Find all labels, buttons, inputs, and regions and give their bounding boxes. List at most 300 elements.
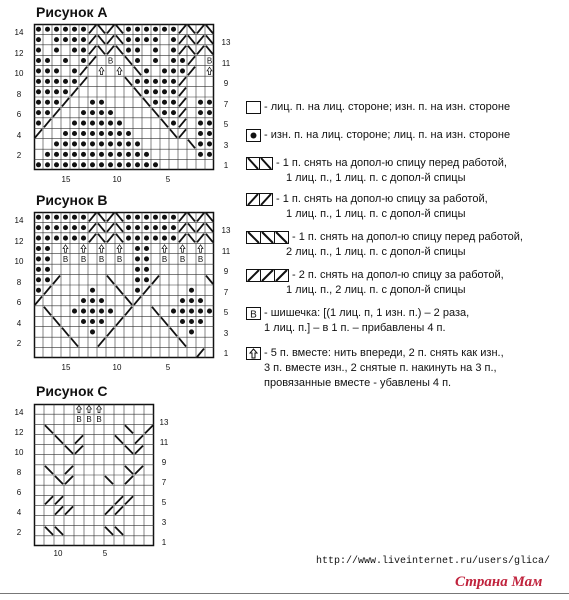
stitch-symbol (36, 246, 41, 251)
row-number: 1 (161, 538, 167, 547)
stitch-symbol (153, 27, 158, 32)
stitch-symbol (36, 277, 41, 282)
stitch-symbol (189, 319, 194, 324)
row-number: 13 (159, 418, 169, 427)
stitch-symbol (144, 27, 149, 32)
row-number: 4 (16, 508, 22, 517)
stitch-symbol (54, 27, 59, 32)
stitch-symbol (72, 152, 77, 157)
stitch-symbol (180, 298, 185, 303)
stitch-symbol (72, 309, 77, 314)
stitch-symbol: B (98, 254, 105, 264)
stitch-symbol (54, 89, 59, 94)
stitch-symbol (81, 298, 86, 303)
stitch-symbol (72, 121, 77, 126)
stitch-symbol (117, 131, 122, 136)
stitch-symbol (63, 162, 68, 167)
stitch-symbol (126, 48, 131, 53)
stitch-symbol (171, 48, 176, 53)
stitch-symbol (171, 215, 176, 220)
stitch-symbol (63, 27, 68, 32)
stitch-symbol (144, 236, 149, 241)
stitch-symbol (126, 215, 131, 220)
stitch-symbol (135, 256, 140, 261)
stitch-symbol (198, 141, 203, 146)
stitch-symbol (198, 131, 203, 136)
stitch-symbol (63, 79, 68, 84)
stitch-symbol (189, 329, 194, 334)
stitch-symbol (45, 110, 50, 115)
stitch-symbol (36, 215, 41, 220)
stitch-symbol (144, 246, 149, 251)
stitch-symbol (171, 110, 176, 115)
stitch-symbol: B (86, 415, 92, 425)
stitch-symbol (36, 68, 41, 73)
stitch-symbol (45, 68, 50, 73)
legend-text: - изн. п. на лиц. стороне; лиц. п. на изн. стороне (264, 129, 511, 141)
row-number: 7 (223, 100, 229, 109)
stitch-symbol (90, 309, 95, 314)
stitch-symbol (81, 225, 86, 230)
stitch-symbol (171, 68, 176, 73)
stitch-symbol (45, 162, 50, 167)
stitch-symbol (162, 236, 167, 241)
stitch-symbol (36, 89, 41, 94)
stitch-symbol (36, 79, 41, 84)
row-number: 14 (14, 408, 24, 417)
stitch-symbol (36, 162, 41, 167)
stitch-symbol (54, 162, 59, 167)
row-number: 13 (221, 226, 231, 235)
stitch-symbol (72, 27, 77, 32)
stitch-symbol (90, 141, 95, 146)
stitch-symbol (45, 256, 50, 261)
stitch-symbol (81, 48, 86, 53)
stitch-symbol (54, 152, 59, 157)
stitch-symbol (126, 131, 131, 136)
stitch-symbol (90, 329, 95, 334)
stitch-symbol (54, 68, 59, 73)
stitch-symbol (108, 162, 113, 167)
row-number: 8 (16, 278, 22, 287)
stitch-symbol (171, 27, 176, 32)
legend-text: 1 лиц. п.] – в 1 п. – прибавлены 4 п. (264, 322, 446, 334)
stitch-symbol: B (62, 254, 69, 264)
stitch-symbol (126, 27, 131, 32)
watermark-url: http://www.liveinternet.ru/users/glica/ (316, 556, 551, 567)
legend-text: 1 лиц. п., 1 лиц. п. с допол-й спицы (286, 172, 466, 184)
stitch-symbol (63, 236, 68, 241)
stitch-symbol: B (179, 254, 186, 264)
stitch-symbol (207, 141, 212, 146)
left-cross-icon (246, 193, 274, 207)
stitch-symbol (45, 79, 50, 84)
stitch-symbol (144, 225, 149, 230)
stitch-symbol (63, 89, 68, 94)
stitch-symbol (162, 225, 167, 230)
column-number: 5 (165, 363, 171, 372)
stitch-symbol (90, 110, 95, 115)
stitch-symbol (126, 141, 131, 146)
chart-c-grid (34, 404, 154, 546)
stitch-symbol (153, 215, 158, 220)
stitch-symbol (45, 246, 50, 251)
legend-text: - лиц. п. на лиц. стороне; изн. п. на изн. стороне (264, 101, 511, 113)
stitch-symbol (99, 152, 104, 157)
stitch-symbol (153, 37, 158, 42)
svg-text:B: B (250, 309, 257, 321)
stitch-symbol (99, 110, 104, 115)
stitch-symbol (153, 48, 158, 53)
empty-cell-icon (246, 101, 262, 115)
stitch-symbol (54, 225, 59, 230)
stitch-symbol (153, 236, 158, 241)
stitch-symbol (171, 225, 176, 230)
legend-text: 2 лиц. п., 1 лиц. п. с допол-й спицы (286, 246, 466, 258)
legend-text: провязанные вместе - убавлены 4 п. (264, 377, 452, 389)
stitch-symbol (81, 110, 86, 115)
stitch-symbol (108, 131, 113, 136)
stitch-symbol (81, 162, 86, 167)
stitch-symbol (36, 256, 41, 261)
row-number: 11 (159, 438, 169, 447)
stitch-symbol: B (107, 56, 114, 66)
stitch-symbol (54, 37, 59, 42)
stitch-symbol (36, 267, 41, 272)
stitch-symbol (135, 225, 140, 230)
stitch-symbol (45, 277, 50, 282)
row-number: 6 (16, 110, 22, 119)
stitch-symbol (36, 236, 41, 241)
stitch-symbol (162, 27, 167, 32)
stitch-symbol (72, 215, 77, 220)
stitch-symbol (198, 110, 203, 115)
stitch-symbol (36, 37, 41, 42)
stitch-symbol (144, 162, 149, 167)
right-cross-3-icon (246, 231, 290, 245)
stitch-symbol (54, 100, 59, 105)
stitch-symbol (135, 236, 140, 241)
stitch-symbol (108, 141, 113, 146)
stitch-symbol (45, 267, 50, 272)
stitch-symbol (90, 162, 95, 167)
right-cross-icon (246, 157, 274, 171)
row-number: 3 (223, 141, 229, 150)
stitch-symbol (171, 100, 176, 105)
stitch-symbol (180, 309, 185, 314)
chart-c-title: Рисунок C (36, 383, 108, 399)
stitch-symbol (63, 152, 68, 157)
row-number: 8 (16, 90, 22, 99)
stitch-symbol (144, 267, 149, 272)
chart-a-grid (34, 24, 214, 170)
row-number: 1 (223, 349, 229, 358)
stitch-symbol (90, 298, 95, 303)
row-number: 4 (16, 319, 22, 328)
stitch-symbol (36, 100, 41, 105)
stitch-symbol (81, 141, 86, 146)
stitch-symbol (162, 100, 167, 105)
stitch-symbol (198, 298, 203, 303)
stitch-symbol (180, 68, 185, 73)
stitch-symbol (72, 162, 77, 167)
stitch-symbol (72, 48, 77, 53)
legend-text: 1 лиц. п., 1 лиц. п. с допол-й спицы (286, 208, 466, 220)
stitch-symbol (153, 89, 158, 94)
stitch-symbol (144, 256, 149, 261)
stitch-symbol (45, 89, 50, 94)
stitch-symbol (36, 58, 41, 63)
stitch-symbol (171, 89, 176, 94)
stitch-symbol (189, 309, 194, 314)
stitch-symbol (81, 236, 86, 241)
stitch-symbol (135, 141, 140, 146)
row-number: 2 (16, 339, 22, 348)
stitch-symbol (99, 100, 104, 105)
column-number: 10 (112, 363, 122, 372)
bottom-border (0, 593, 569, 594)
stitch-symbol (54, 48, 59, 53)
stitch-symbol (63, 141, 68, 146)
row-number: 14 (14, 216, 24, 225)
row-number: 4 (16, 131, 22, 140)
stitch-symbol (135, 162, 140, 167)
stitch-symbol (207, 309, 212, 314)
stitch-symbol (63, 225, 68, 230)
stitch-symbol (90, 288, 95, 293)
stitch-symbol (45, 27, 50, 32)
row-number: 9 (161, 458, 167, 467)
row-number: 2 (16, 528, 22, 537)
stitch-symbol (162, 89, 167, 94)
row-number: 1 (223, 161, 229, 170)
stitch-symbol (135, 58, 140, 63)
stitch-symbol (81, 319, 86, 324)
stitch-symbol (198, 319, 203, 324)
stitch-symbol (171, 236, 176, 241)
stitch-symbol (153, 162, 158, 167)
stitch-symbol (90, 319, 95, 324)
stitch-symbol (81, 309, 86, 314)
stitch-symbol (162, 215, 167, 220)
stitch-symbol (171, 309, 176, 314)
stitch-symbol (108, 152, 113, 157)
stitch-symbol (81, 27, 86, 32)
stitch-symbol (144, 152, 149, 157)
row-number: 11 (221, 247, 231, 256)
stitch-symbol: B (76, 415, 82, 425)
stitch-symbol (117, 121, 122, 126)
stitch-symbol (81, 37, 86, 42)
row-number: 5 (161, 498, 167, 507)
left-cross-3-icon (246, 269, 290, 283)
stitch-symbol (135, 246, 140, 251)
stitch-symbol (198, 309, 203, 314)
stitch-symbol (126, 162, 131, 167)
legend-text: - 1 п. снять на допол-ю спицу перед работой, (276, 157, 507, 169)
stitch-symbol (72, 68, 77, 73)
legend-text: - 5 п. вместе: нить впереди, 2 п. снять как изн., (264, 347, 504, 359)
stitch-symbol (189, 288, 194, 293)
stitch-symbol: B (206, 56, 213, 66)
stitch-symbol (144, 37, 149, 42)
stitch-symbol (90, 152, 95, 157)
stitch-symbol (99, 298, 104, 303)
row-number: 10 (14, 448, 24, 457)
stitch-symbol (99, 309, 104, 314)
row-number: 2 (16, 151, 22, 160)
stitch-symbol (126, 37, 131, 42)
stitch-symbol (36, 27, 41, 32)
stitch-symbol (180, 58, 185, 63)
stitch-symbol (54, 236, 59, 241)
stitch-symbol (99, 131, 104, 136)
row-number: 5 (223, 308, 229, 317)
row-number: 10 (14, 69, 24, 78)
stitch-symbol (99, 141, 104, 146)
chart-a-title: Рисунок A (36, 4, 108, 20)
stitch-symbol (135, 288, 140, 293)
stitch-symbol (207, 121, 212, 126)
stitch-symbol (153, 58, 158, 63)
stitch-symbol (90, 131, 95, 136)
stitch-symbol (72, 79, 77, 84)
row-number: 6 (16, 488, 22, 497)
stitch-symbol (144, 215, 149, 220)
stitch-symbol (144, 79, 149, 84)
stitch-symbol (99, 319, 104, 324)
stitch-symbol (198, 121, 203, 126)
stitch-symbol (198, 100, 203, 105)
stitch-symbol: B (80, 254, 87, 264)
stitch-symbol (162, 110, 167, 115)
stitch-symbol (126, 152, 131, 157)
stitch-symbol (81, 215, 86, 220)
row-number: 14 (14, 28, 24, 37)
row-number: 13 (221, 38, 231, 47)
row-number: 9 (223, 79, 229, 88)
stitch-symbol (108, 309, 113, 314)
legend-text: - 2 п. снять на допол-ю спицу за работой, (292, 269, 504, 281)
stitch-symbol (135, 215, 140, 220)
white-brush-overpaint (170, 385, 440, 585)
stitch-symbol (72, 131, 77, 136)
stitch-symbol (171, 121, 176, 126)
stitch-symbol (99, 162, 104, 167)
stitch-symbol (72, 37, 77, 42)
stitch-symbol (45, 100, 50, 105)
stitch-symbol (63, 215, 68, 220)
column-number: 10 (53, 549, 63, 558)
stitch-symbol (36, 110, 41, 115)
stitch-symbol (36, 121, 41, 126)
stitch-symbol (45, 58, 50, 63)
stitch-symbol: B (197, 254, 204, 264)
column-number: 15 (61, 363, 71, 372)
row-number: 3 (161, 518, 167, 527)
column-number: 5 (165, 175, 171, 184)
stitch-symbol (171, 79, 176, 84)
row-number: 12 (14, 428, 24, 437)
row-number: 11 (221, 59, 231, 68)
stitch-symbol (72, 236, 77, 241)
stitch-symbol (45, 152, 50, 157)
stitch-symbol (180, 319, 185, 324)
column-number: 10 (112, 175, 122, 184)
dot-cell-icon (246, 129, 262, 143)
row-number: 8 (16, 468, 22, 477)
column-number: 15 (61, 175, 71, 184)
stitch-symbol (135, 79, 140, 84)
stitch-symbol (63, 58, 68, 63)
stitch-symbol (117, 152, 122, 157)
stitch-symbol (135, 48, 140, 53)
stitch-symbol (36, 288, 41, 293)
stitch-symbol (117, 162, 122, 167)
stitch-symbol (81, 152, 86, 157)
column-number: 5 (102, 549, 108, 558)
stitch-symbol (63, 37, 68, 42)
legend-text: - 1 п. снять на допол-ю спицу за работой, (276, 193, 488, 205)
row-number: 7 (161, 478, 167, 487)
legend-text: - 1 п. снять на допол-ю спицу перед работой, (292, 231, 523, 243)
legend-text: - шишечка: [(1 лиц. п, 1 изн. п.) – 2 раза, (264, 307, 470, 319)
stitch-symbol (63, 131, 68, 136)
stitch-symbol (45, 225, 50, 230)
stitch-symbol (171, 58, 176, 63)
stitch-symbol (45, 215, 50, 220)
stitch-symbol (135, 267, 140, 272)
stitch-symbol (90, 100, 95, 105)
stitch-symbol (81, 121, 86, 126)
row-number: 6 (16, 298, 22, 307)
stitch-symbol (126, 236, 131, 241)
stitch-symbol (54, 215, 59, 220)
decrease-5-icon (246, 347, 262, 361)
stitch-symbol: B (96, 415, 102, 425)
stitch-symbol (99, 121, 104, 126)
chart-b-title: Рисунок B (36, 192, 108, 208)
bobble-icon (246, 307, 262, 321)
stitch-symbol (54, 79, 59, 84)
row-number: 3 (223, 329, 229, 338)
stitch-symbol (153, 225, 158, 230)
stitch-symbol: B (161, 254, 168, 264)
stitch-symbol (135, 27, 140, 32)
stitch-symbol (207, 152, 212, 157)
row-number: 7 (223, 288, 229, 297)
stitch-symbol (207, 131, 212, 136)
stitch-symbol (198, 152, 203, 157)
row-number: 5 (223, 120, 229, 129)
stitch-symbol (135, 37, 140, 42)
stitch-symbol (207, 100, 212, 105)
stitch-symbol (45, 236, 50, 241)
row-number: 9 (223, 267, 229, 276)
stitch-symbol (153, 100, 158, 105)
row-number: 12 (14, 49, 24, 58)
stitch-symbol (90, 121, 95, 126)
stitch-symbol (144, 277, 149, 282)
stitch-symbol (81, 58, 86, 63)
stitch-symbol (117, 141, 122, 146)
stitch-symbol (162, 79, 167, 84)
watermark-logo: Страна Мам (455, 574, 543, 590)
stitch-symbol (54, 141, 59, 146)
stitch-symbol (36, 225, 41, 230)
stitch-symbol (108, 121, 113, 126)
stitch-symbol (72, 225, 77, 230)
